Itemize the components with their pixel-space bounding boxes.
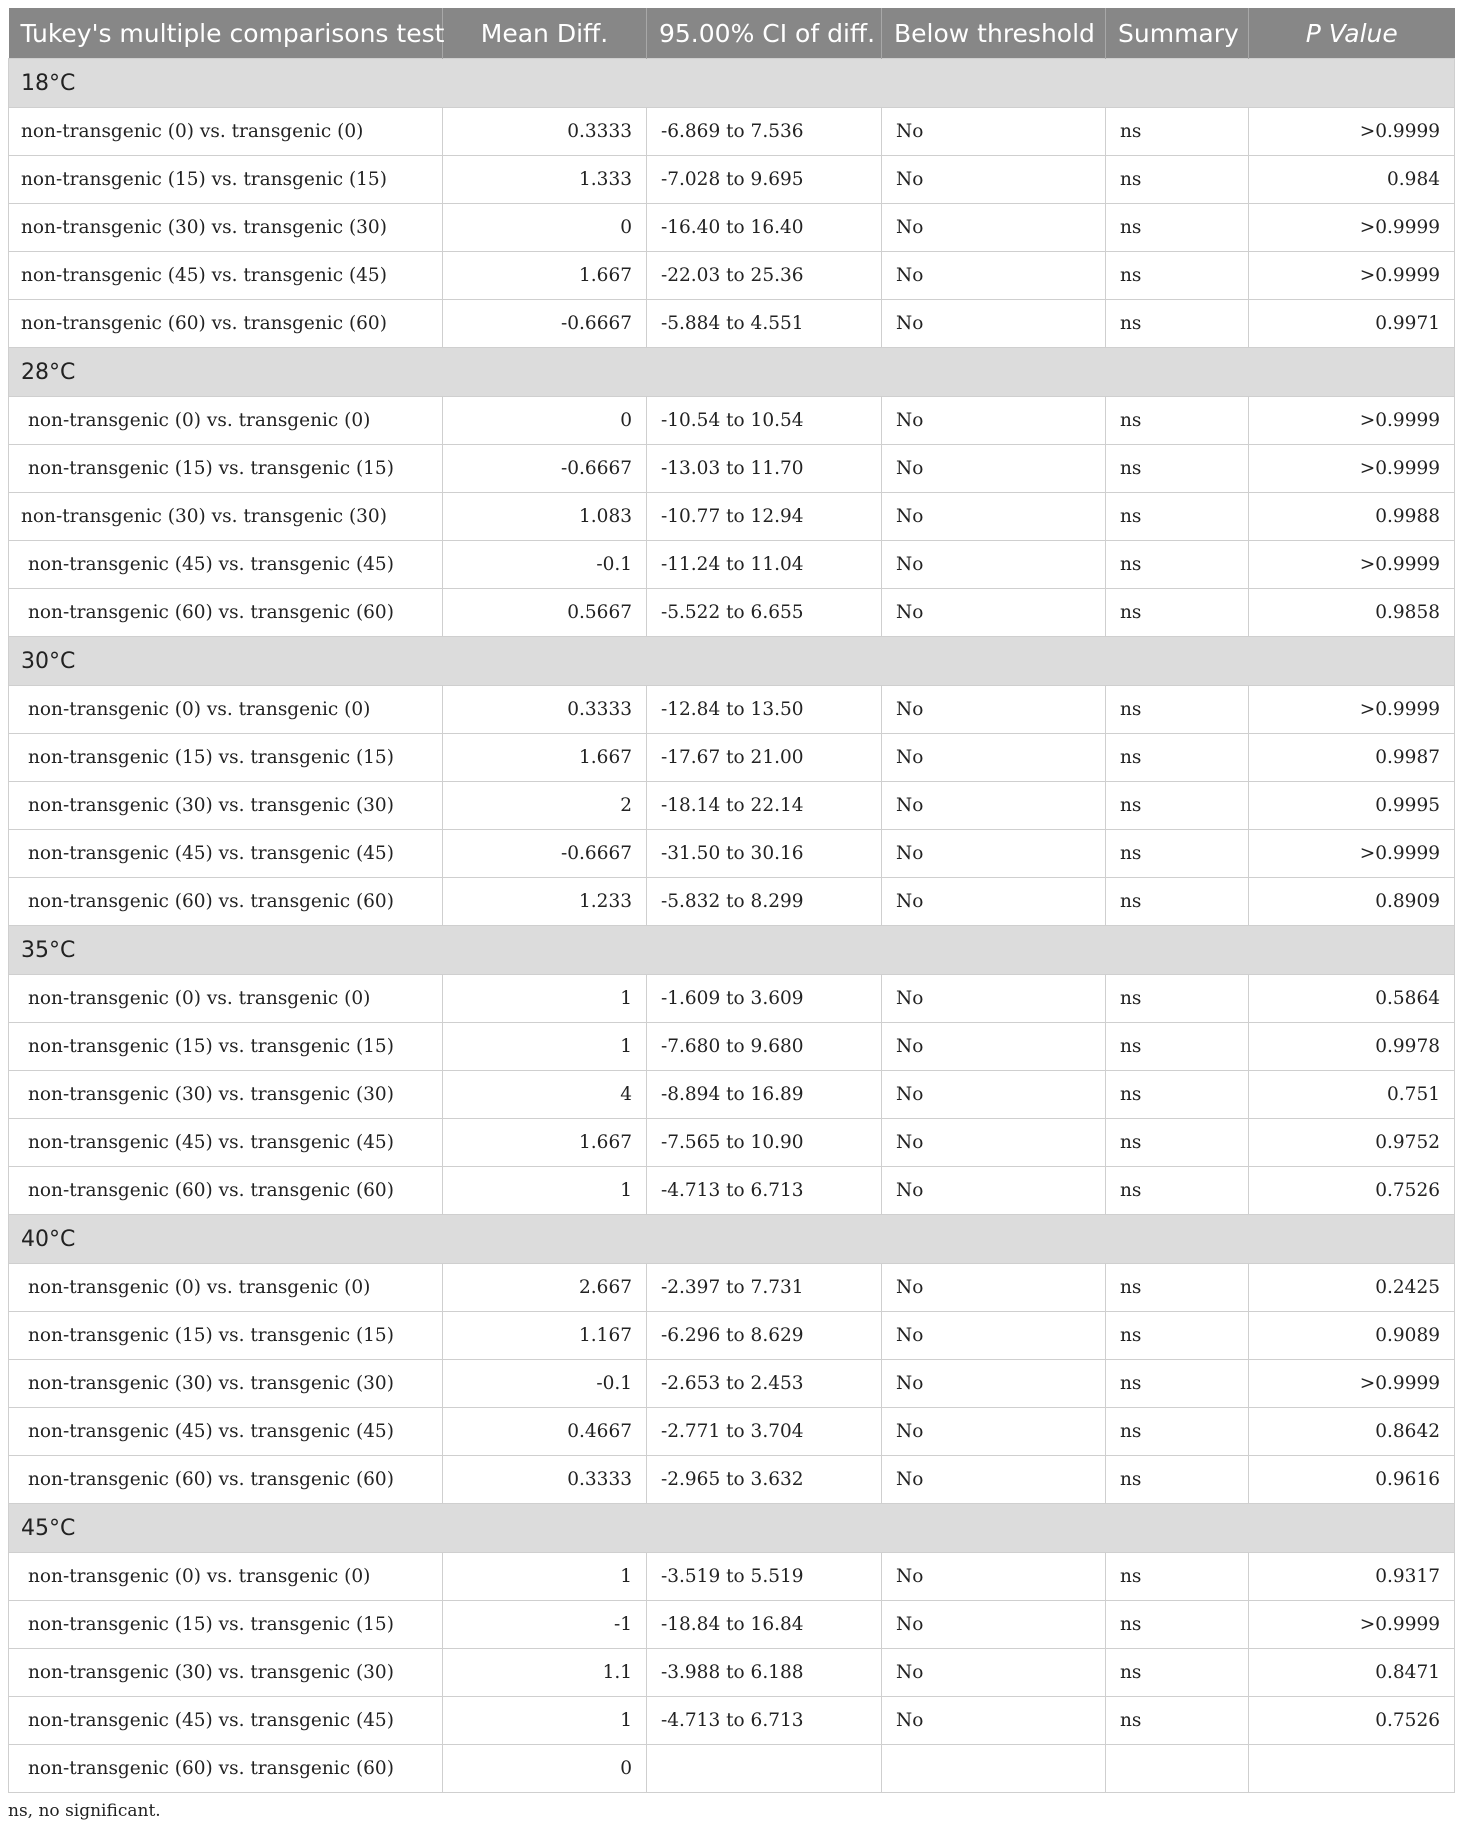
below-threshold-cell: No	[882, 204, 1106, 252]
group-label: 30°C	[9, 637, 1455, 686]
header-mean-diff: Mean Diff.	[443, 8, 647, 59]
tukey-results-table	[8, 8, 1455, 1793]
header-comparison: Tukey's multiple comparisons test	[9, 8, 443, 59]
summary-cell: ns	[1106, 1071, 1249, 1119]
ci-cell: -2.653 to 2.453	[647, 1360, 882, 1408]
p-value-cell: >0.9999	[1249, 445, 1455, 493]
table-row	[9, 493, 1455, 541]
comparison-cell: non-transgenic (15) vs. transgenic (15)	[9, 156, 443, 204]
comparison-cell: non-transgenic (45) vs. transgenic (45)	[9, 252, 443, 300]
ci-cell: -11.24 to 11.04	[647, 541, 882, 589]
below-threshold-cell: No	[882, 252, 1106, 300]
summary-cell: ns	[1106, 782, 1249, 830]
p-value-cell: 0.8909	[1249, 878, 1455, 926]
comparison-cell: non-transgenic (60) vs. transgenic (60)	[9, 1167, 443, 1215]
below-threshold-cell: No	[882, 782, 1106, 830]
ci-cell: -31.50 to 30.16	[647, 830, 882, 878]
comparison-cell: non-transgenic (0) vs. transgenic (0)	[9, 975, 443, 1023]
below-threshold-cell: No	[882, 975, 1106, 1023]
summary-cell: ns	[1106, 734, 1249, 782]
table-row	[9, 1553, 1455, 1601]
summary-cell: ns	[1106, 108, 1249, 156]
p-value-cell: 0.9995	[1249, 782, 1455, 830]
comparison-cell: non-transgenic (0) vs. transgenic (0)	[9, 108, 443, 156]
ci-cell: -18.14 to 22.14	[647, 782, 882, 830]
mean-diff-cell: 0	[443, 1745, 647, 1793]
mean-diff-cell: 0.3333	[443, 108, 647, 156]
p-value-cell: >0.9999	[1249, 830, 1455, 878]
comparison-cell: non-transgenic (0) vs. transgenic (0)	[9, 1264, 443, 1312]
comparison-cell: non-transgenic (15) vs. transgenic (15)	[9, 1023, 443, 1071]
table-row	[9, 589, 1455, 637]
below-threshold-cell: No	[882, 589, 1106, 637]
group-label: 28°C	[9, 348, 1455, 397]
ci-cell: -17.67 to 21.00	[647, 734, 882, 782]
p-value-cell: 0.9988	[1249, 493, 1455, 541]
table-row	[9, 445, 1455, 493]
mean-diff-cell: 0.4667	[443, 1408, 647, 1456]
p-value-cell: >0.9999	[1249, 252, 1455, 300]
table-row	[9, 156, 1455, 204]
below-threshold-cell: No	[882, 156, 1106, 204]
below-threshold-cell: No	[882, 397, 1106, 445]
summary-cell: ns	[1106, 1649, 1249, 1697]
p-value-cell: 0.9752	[1249, 1119, 1455, 1167]
comparison-cell: non-transgenic (0) vs. transgenic (0)	[9, 686, 443, 734]
summary-cell: ns	[1106, 1312, 1249, 1360]
mean-diff-cell: 2	[443, 782, 647, 830]
ci-cell: -16.40 to 16.40	[647, 204, 882, 252]
summary-cell: ns	[1106, 1697, 1249, 1745]
table-row	[9, 397, 1455, 445]
mean-diff-cell: 1	[443, 975, 647, 1023]
table-row	[9, 1697, 1455, 1745]
summary-cell: ns	[1106, 589, 1249, 637]
p-value-cell: >0.9999	[1249, 1601, 1455, 1649]
results-table-container	[8, 8, 1454, 1821]
comparison-cell: non-transgenic (0) vs. transgenic (0)	[9, 397, 443, 445]
mean-diff-cell: 0.5667	[443, 589, 647, 637]
p-value-cell: >0.9999	[1249, 108, 1455, 156]
table-row	[9, 1649, 1455, 1697]
ci-cell: -4.713 to 6.713	[647, 1167, 882, 1215]
ci-cell: -4.713 to 6.713	[647, 1697, 882, 1745]
mean-diff-cell: 1.233	[443, 878, 647, 926]
mean-diff-cell: 0.3333	[443, 1456, 647, 1504]
summary-cell: ns	[1106, 830, 1249, 878]
summary-cell: ns	[1106, 1408, 1249, 1456]
mean-diff-cell: 1.667	[443, 734, 647, 782]
table-row	[9, 734, 1455, 782]
table-row	[9, 878, 1455, 926]
ci-cell: -12.84 to 13.50	[647, 686, 882, 734]
below-threshold-cell: No	[882, 541, 1106, 589]
summary-cell: ns	[1106, 397, 1249, 445]
p-value-cell: 0.8642	[1249, 1408, 1455, 1456]
p-value-cell	[1249, 1745, 1455, 1793]
table-row	[9, 1408, 1455, 1456]
mean-diff-cell: 1	[443, 1023, 647, 1071]
comparison-cell: non-transgenic (15) vs. transgenic (15)	[9, 445, 443, 493]
table-row	[9, 204, 1455, 252]
ci-cell: -3.988 to 6.188	[647, 1649, 882, 1697]
summary-cell	[1106, 1745, 1249, 1793]
below-threshold-cell: No	[882, 1360, 1106, 1408]
header-summary: Summary	[1106, 8, 1249, 59]
table-row	[9, 1360, 1455, 1408]
table-row	[9, 830, 1455, 878]
p-value-cell: 0.8471	[1249, 1649, 1455, 1697]
summary-cell: ns	[1106, 1601, 1249, 1649]
comparison-cell: non-transgenic (15) vs. transgenic (15)	[9, 734, 443, 782]
mean-diff-cell: 1.083	[443, 493, 647, 541]
group-label: 35°C	[9, 926, 1455, 975]
comparison-cell: non-transgenic (60) vs. transgenic (60)	[9, 1456, 443, 1504]
mean-diff-cell: 2.667	[443, 1264, 647, 1312]
group-header-row	[9, 59, 1455, 108]
summary-cell: ns	[1106, 300, 1249, 348]
summary-cell: ns	[1106, 1360, 1249, 1408]
p-value-cell: 0.7526	[1249, 1697, 1455, 1745]
mean-diff-cell: -0.6667	[443, 445, 647, 493]
summary-cell: ns	[1106, 1456, 1249, 1504]
ci-cell: -7.680 to 9.680	[647, 1023, 882, 1071]
table-row	[9, 1264, 1455, 1312]
ci-cell: -2.397 to 7.731	[647, 1264, 882, 1312]
summary-cell: ns	[1106, 493, 1249, 541]
mean-diff-cell: 1.667	[443, 252, 647, 300]
p-value-cell: >0.9999	[1249, 397, 1455, 445]
mean-diff-cell: 0	[443, 204, 647, 252]
summary-cell: ns	[1106, 252, 1249, 300]
below-threshold-cell: No	[882, 1408, 1106, 1456]
comparison-cell: non-transgenic (60) vs. transgenic (60)	[9, 300, 443, 348]
ci-cell	[647, 1745, 882, 1793]
p-value-cell: 0.9987	[1249, 734, 1455, 782]
comparison-cell: non-transgenic (30) vs. transgenic (30)	[9, 782, 443, 830]
summary-cell: ns	[1106, 445, 1249, 493]
mean-diff-cell: 1.1	[443, 1649, 647, 1697]
ci-cell: -10.54 to 10.54	[647, 397, 882, 445]
p-value-cell: 0.751	[1249, 1071, 1455, 1119]
mean-diff-cell: -0.6667	[443, 830, 647, 878]
group-header-row	[9, 926, 1455, 975]
comparison-cell: non-transgenic (30) vs. transgenic (30)	[9, 493, 443, 541]
comparison-cell: non-transgenic (60) vs. transgenic (60)	[9, 1745, 443, 1793]
ci-cell: -5.832 to 8.299	[647, 878, 882, 926]
comparison-cell: non-transgenic (30) vs. transgenic (30)	[9, 1360, 443, 1408]
summary-cell: ns	[1106, 975, 1249, 1023]
p-value-cell: 0.9616	[1249, 1456, 1455, 1504]
ci-cell: -22.03 to 25.36	[647, 252, 882, 300]
table-row	[9, 1601, 1455, 1649]
table-footnote: ns, no significant.	[8, 1801, 161, 1821]
p-value-cell: 0.9971	[1249, 300, 1455, 348]
comparison-cell: non-transgenic (45) vs. transgenic (45)	[9, 1697, 443, 1745]
below-threshold-cell: No	[882, 1071, 1106, 1119]
p-value-cell: 0.9317	[1249, 1553, 1455, 1601]
summary-cell: ns	[1106, 1553, 1249, 1601]
below-threshold-cell: No	[882, 1264, 1106, 1312]
table-row	[9, 108, 1455, 156]
table-row	[9, 1312, 1455, 1360]
header-below-threshold: Below threshold	[882, 8, 1106, 59]
p-value-cell: >0.9999	[1249, 541, 1455, 589]
below-threshold-cell: No	[882, 830, 1106, 878]
summary-cell: ns	[1106, 686, 1249, 734]
ci-cell: -6.296 to 8.629	[647, 1312, 882, 1360]
comparison-cell: non-transgenic (60) vs. transgenic (60)	[9, 878, 443, 926]
below-threshold-cell: No	[882, 108, 1106, 156]
p-value-cell: 0.2425	[1249, 1264, 1455, 1312]
below-threshold-cell: No	[882, 1697, 1106, 1745]
below-threshold-cell: No	[882, 1312, 1106, 1360]
group-header-row	[9, 1215, 1455, 1264]
mean-diff-cell: 1	[443, 1697, 647, 1745]
p-value-cell: 0.984	[1249, 156, 1455, 204]
p-value-cell: 0.9089	[1249, 1312, 1455, 1360]
table-row	[9, 252, 1455, 300]
p-value-cell: 0.9858	[1249, 589, 1455, 637]
mean-diff-cell: 4	[443, 1071, 647, 1119]
below-threshold-cell: No	[882, 1553, 1106, 1601]
p-value-cell: >0.9999	[1249, 686, 1455, 734]
ci-cell: -6.869 to 7.536	[647, 108, 882, 156]
mean-diff-cell: -0.1	[443, 1360, 647, 1408]
table-row	[9, 1119, 1455, 1167]
comparison-cell: non-transgenic (15) vs. transgenic (15)	[9, 1312, 443, 1360]
header-row	[9, 8, 1455, 59]
summary-cell: ns	[1106, 1119, 1249, 1167]
mean-diff-cell: 1	[443, 1553, 647, 1601]
ci-cell: -8.894 to 16.89	[647, 1071, 882, 1119]
mean-diff-cell: -0.1	[443, 541, 647, 589]
table-row	[9, 541, 1455, 589]
below-threshold-cell: No	[882, 686, 1106, 734]
ci-cell: -13.03 to 11.70	[647, 445, 882, 493]
below-threshold-cell: No	[882, 878, 1106, 926]
ci-cell: -7.565 to 10.90	[647, 1119, 882, 1167]
ci-cell: -5.884 to 4.551	[647, 300, 882, 348]
summary-cell: ns	[1106, 541, 1249, 589]
p-value-cell: >0.9999	[1249, 204, 1455, 252]
group-label: 40°C	[9, 1215, 1455, 1264]
comparison-cell: non-transgenic (30) vs. transgenic (30)	[9, 1649, 443, 1697]
comparison-cell: non-transgenic (0) vs. transgenic (0)	[9, 1553, 443, 1601]
summary-cell: ns	[1106, 1023, 1249, 1071]
p-value-cell: 0.9978	[1249, 1023, 1455, 1071]
mean-diff-cell: 0	[443, 397, 647, 445]
table-row	[9, 1071, 1455, 1119]
summary-cell: ns	[1106, 878, 1249, 926]
table-row	[9, 1023, 1455, 1071]
table-row	[9, 975, 1455, 1023]
comparison-cell: non-transgenic (45) vs. transgenic (45)	[9, 830, 443, 878]
p-value-cell: 0.7526	[1249, 1167, 1455, 1215]
mean-diff-cell: 1.167	[443, 1312, 647, 1360]
comparison-cell: non-transgenic (45) vs. transgenic (45)	[9, 1119, 443, 1167]
comparison-cell: non-transgenic (45) vs. transgenic (45)	[9, 1408, 443, 1456]
ci-cell: -5.522 to 6.655	[647, 589, 882, 637]
below-threshold-cell: No	[882, 1601, 1106, 1649]
mean-diff-cell: 1	[443, 1167, 647, 1215]
table-body	[9, 59, 1455, 1793]
table-row	[9, 782, 1455, 830]
p-value-cell: >0.9999	[1249, 1360, 1455, 1408]
group-header-row	[9, 1504, 1455, 1553]
header-ci: 95.00% CI of diff.	[647, 8, 882, 59]
below-threshold-cell: No	[882, 1167, 1106, 1215]
table-header	[9, 8, 1455, 59]
comparison-cell: non-transgenic (60) vs. transgenic (60)	[9, 589, 443, 637]
ci-cell: -1.609 to 3.609	[647, 975, 882, 1023]
group-header-row	[9, 348, 1455, 397]
comparison-cell: non-transgenic (15) vs. transgenic (15)	[9, 1601, 443, 1649]
below-threshold-cell: No	[882, 445, 1106, 493]
group-label: 18°C	[9, 59, 1455, 108]
comparison-cell: non-transgenic (45) vs. transgenic (45)	[9, 541, 443, 589]
mean-diff-cell: 1.667	[443, 1119, 647, 1167]
mean-diff-cell: -0.6667	[443, 300, 647, 348]
table-row	[9, 1167, 1455, 1215]
ci-cell: -7.028 to 9.695	[647, 156, 882, 204]
mean-diff-cell: 0.3333	[443, 686, 647, 734]
summary-cell: ns	[1106, 1167, 1249, 1215]
table-row	[9, 686, 1455, 734]
below-threshold-cell: No	[882, 1456, 1106, 1504]
below-threshold-cell	[882, 1745, 1106, 1793]
ci-cell: -10.77 to 12.94	[647, 493, 882, 541]
summary-cell: ns	[1106, 204, 1249, 252]
comparison-cell: non-transgenic (30) vs. transgenic (30)	[9, 204, 443, 252]
ci-cell: -3.519 to 5.519	[647, 1553, 882, 1601]
ci-cell: -2.771 to 3.704	[647, 1408, 882, 1456]
mean-diff-cell: 1.333	[443, 156, 647, 204]
below-threshold-cell: No	[882, 1119, 1106, 1167]
table-row	[9, 1456, 1455, 1504]
summary-cell: ns	[1106, 156, 1249, 204]
p-value-cell: 0.5864	[1249, 975, 1455, 1023]
ci-cell: -18.84 to 16.84	[647, 1601, 882, 1649]
ci-cell: -2.965 to 3.632	[647, 1456, 882, 1504]
below-threshold-cell: No	[882, 300, 1106, 348]
table-row	[9, 1745, 1455, 1793]
below-threshold-cell: No	[882, 734, 1106, 782]
below-threshold-cell: No	[882, 1649, 1106, 1697]
below-threshold-cell: No	[882, 493, 1106, 541]
mean-diff-cell: -1	[443, 1601, 647, 1649]
group-label: 45°C	[9, 1504, 1455, 1553]
below-threshold-cell: No	[882, 1023, 1106, 1071]
group-header-row	[9, 637, 1455, 686]
header-p-value: P Value	[1249, 8, 1455, 59]
comparison-cell: non-transgenic (30) vs. transgenic (30)	[9, 1071, 443, 1119]
summary-cell: ns	[1106, 1264, 1249, 1312]
table-row	[9, 300, 1455, 348]
